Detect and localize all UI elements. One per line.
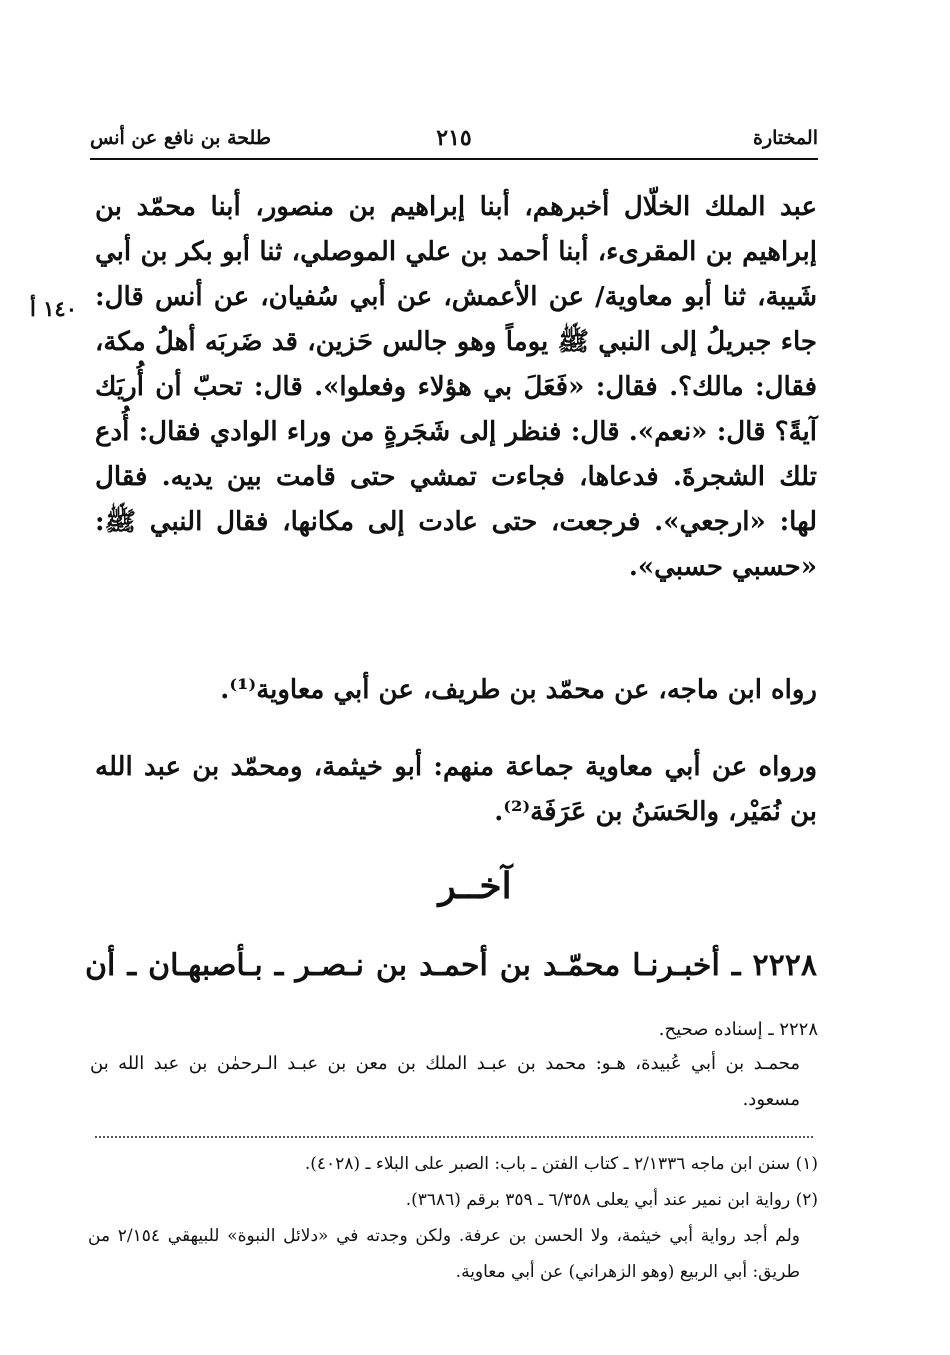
manuscript-folio-ref: ١٤٠ أ xyxy=(30,296,77,321)
hadith-text-block xyxy=(95,185,817,590)
narrators-note-block xyxy=(95,745,817,835)
section-heading: آخــر xyxy=(438,865,512,907)
next-hadith-opening: ٢٢٢٨ ـ أخبـرنـا محمّـد بن أحمـد بن نـصـر ـ بـأصبهـان ـ أن xyxy=(85,948,817,983)
hadith-text: عبد الملك الخلّال أخبرهم، أبنا إبراهيم بن منصور، أبنا محمّد بن إبراهيم بن المقرىء، أبنا أحمد بن علي الموصلي، ثنا أبو بكر بن أبي شَيبة، ثنا أبو معاوية/ عن الأعمش، عن أبي سُفيان، عن أنس قال: جاء جبريلُ إلى النبي ﷺ يوماً وهو جالس حَزين، قد ضَربَه أهلُ مكة، فقال: مالك؟. فقال: «فَعَلَ بي هؤلاء وفعلوا». قال: تحبّ أن أُريَك آيةً؟ قال: «نعم». قال: فنظر إلى شَجَرةٍ من وراء الوادي فقال: أُدع تلك الشجرةَ. فدعاها، فجاءت تمشي حتى قامت بين يديه. فقال لها: «ارجعي». فرجعت، حتى عادت إلى مكانها، فقال النبي ﷺ: «حسبي حسبي». xyxy=(95,192,817,582)
narration-note-block xyxy=(95,668,817,713)
isnad-grading-block xyxy=(90,1012,818,1048)
chapter-title: طلحة بن نافع عن أنس xyxy=(90,127,271,149)
header-rule xyxy=(90,158,818,160)
narrators-note: ورواه عن أبي معاوية جماعة منهم: أبو خيثمة، ومحمّد بن عبد الله بن نُمَيْر، والحَسَنُ بن عَرَفَة⁽²⁾. xyxy=(95,752,817,827)
footnote-2-continuation: ولم أجد رواية أبي خيثمة، ولا الحسن بن عرفة. ولكن وجدته في «دلائل النبوة» للبيهقي ٢/١٥٤ من طريق: أبي الربيع (وهو الزهراني) عن أبي معاوية. xyxy=(88,1226,801,1282)
narrator-identification-block xyxy=(90,1046,818,1118)
isnad-grading: ٢٢٢٨ ـ إسناده صحيح. xyxy=(658,1019,818,1040)
footnote-2: (٢) رواية ابن نمير عند أبي يعلى ٦/٣٥٨ ـ ٣٥٩ برقم (٣٦٨٦). xyxy=(405,1190,818,1210)
book-title: المختارة xyxy=(753,127,818,149)
footnote-1: (١) سنن ابن ماجه ٢/١٣٣٦ ـ كتاب الفتن ـ باب: الصبر على البلاء ـ (٤٠٢٨). xyxy=(304,1154,818,1174)
footnotes xyxy=(88,1146,818,1290)
narration-note: رواه ابن ماجه، عن محمّد بن طريف، عن أبي معاوية⁽¹⁾. xyxy=(220,675,817,705)
page-number: ٢١٥ xyxy=(436,125,472,151)
footnote-separator xyxy=(95,1136,813,1138)
running-header xyxy=(90,120,818,160)
narrator-identification: محمـد بن أبي عُبيدة، هـو: محمد بن عبـد الملك بن معن بن عبـد الـرحمٰن بن عبد الله بن مسعود. xyxy=(90,1053,800,1110)
